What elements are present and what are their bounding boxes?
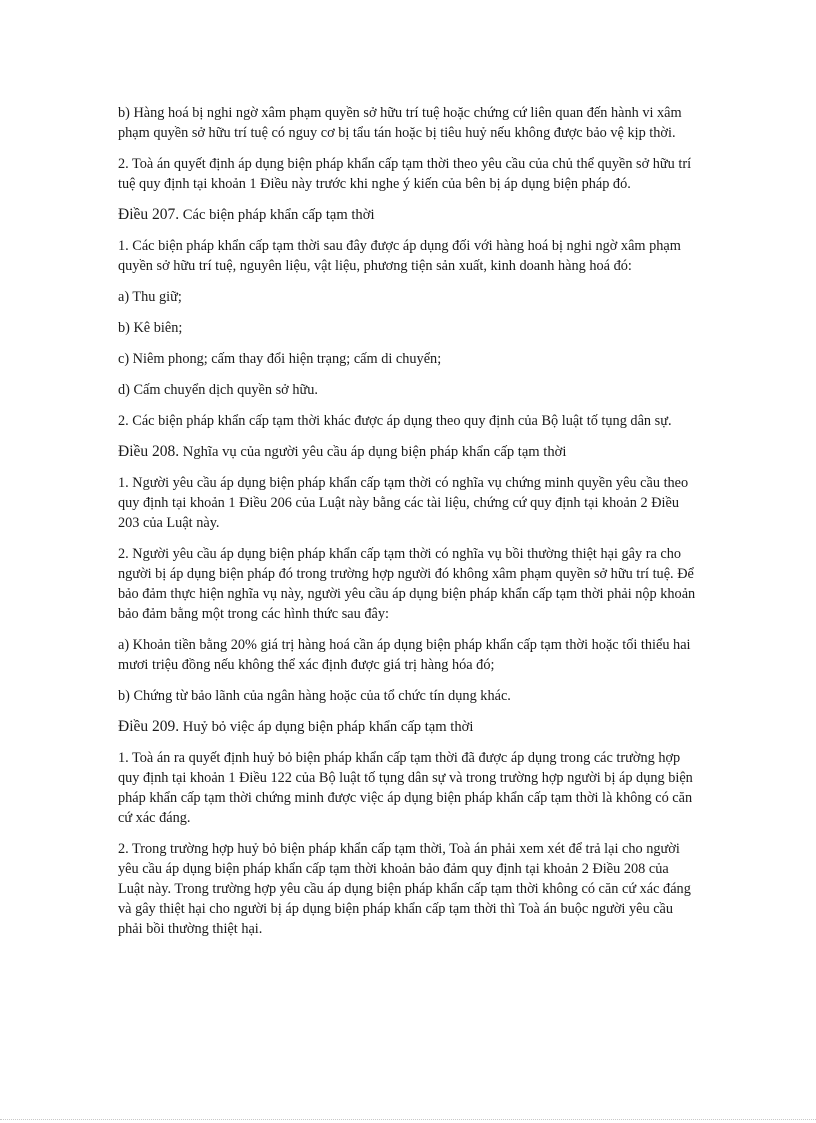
list-item: d) Cấm chuyển dịch quyền sở hữu.: [118, 382, 318, 398]
article-heading-208: [118, 442, 696, 462]
paragraph: 2. Trong trường hợp huỷ bỏ biện pháp khẩn cấp tạm thời, Toà án phải xem xét để trả lại cho người yêu cầu áp dụng biện pháp khẩn cấp tạm thời khoản bảo đảm quy định tại khoản 2 Điều 208 của Luật này. Trong trường hợp yêu cầu áp dụng biện pháp khẩn cấp tạm thời không có căn cứ xác đáng và gây thiệt hại cho người bị áp dụng biện pháp khẩn cấp tạm thời thì Toà án buộc người yêu cầu phải bồi thường thiệt hại.: [118, 841, 691, 937]
article-title: Nghĩa vụ của người yêu cầu áp dụng biện pháp khẩn cấp tạm thời: [182, 444, 567, 460]
paragraph: 2. Người yêu cầu áp dụng biện pháp khẩn cấp tạm thời có nghĩa vụ bồi thường thiệt hại gây ra cho người bị áp dụng biện pháp đó trong trường hợp người đó không xâm phạm quyền sở hữu trí tuệ. Để bảo đảm thực hiện nghĩa vụ này, người yêu cầu áp dụng biện pháp khẩn cấp tạm thời phải nộp khoản bảo đảm bằng một trong các hình thức sau đây:: [118, 546, 696, 622]
list-item: a) Khoản tiền bằng 20% giá trị hàng hoá cần áp dụng biện pháp khẩn cấp tạm thời hoặc tối thiểu hai mươi triệu đồng nếu không thể xác định được giá trị hàng hóa đó;: [118, 637, 691, 673]
paragraph: 2. Các biện pháp khẩn cấp tạm thời khác được áp dụng theo quy định của Bộ luật tố tụng dân sự.: [118, 413, 672, 429]
article-heading-207: [118, 205, 696, 225]
article-number: Điều 208.: [118, 443, 180, 460]
list-item: b) Chứng từ bảo lãnh của ngân hàng hoặc của tổ chức tín dụng khác.: [118, 688, 511, 704]
paragraph: 1. Toà án ra quyết định huỷ bỏ biện pháp khẩn cấp tạm thời đã được áp dụng trong các trường hợp quy định tại khoản 1 Điều 122 của Bộ luật tố tụng dân sự và trong trường hợp người bị áp dụng biện pháp khẩn cấp tạm thời chứng minh được việc áp dụng biện pháp khẩn cấp tạm thời là không có căn cứ xác đáng.: [118, 750, 693, 826]
article-title: Huỷ bỏ việc áp dụng biện pháp khẩn cấp tạm thời: [182, 719, 474, 735]
article-title: Các biện pháp khẩn cấp tạm thời: [182, 207, 375, 223]
paragraph: b) Hàng hoá bị nghi ngờ xâm phạm quyền sở hữu trí tuệ hoặc chứng cứ liên quan đến hành vi xâm phạm quyền sở hữu trí tuệ có nguy cơ bị tẩu tán hoặc bị tiêu huỷ nếu không được bảo vệ kịp thời.: [118, 105, 682, 141]
paragraph: 1. Các biện pháp khẩn cấp tạm thời sau đây được áp dụng đối với hàng hoá bị nghi ngờ xâm phạm quyền sở hữu trí tuệ, nguyên liệu, vật liệu, phương tiện sản xuất, kinh doanh hàng hoá đó:: [118, 238, 681, 274]
list-item: b) Kê biên;: [118, 320, 183, 336]
paragraph: 1. Người yêu cầu áp dụng biện pháp khẩn cấp tạm thời có nghĩa vụ chứng minh quyền yêu cầu theo quy định tại khoản 1 Điều 206 của Luật này bằng các tài liệu, chứng cứ quy định tại khoản 2 Điều 203 của Luật này.: [118, 475, 689, 531]
list-item: a) Thu giữ;: [118, 289, 182, 305]
list-item: c) Niêm phong; cấm thay đổi hiện trạng; cấm di chuyển;: [118, 351, 442, 367]
page-bottom-divider: [0, 1119, 816, 1120]
article-number: Điều 209.: [118, 718, 180, 735]
article-heading-209: [118, 717, 696, 737]
article-number: Điều 207.: [118, 206, 180, 223]
document-page: [118, 103, 696, 950]
paragraph: 2. Toà án quyết định áp dụng biện pháp khẩn cấp tạm thời theo yêu cầu của chủ thể quyền sở hữu trí tuệ quy định tại khoản 1 Điều này trước khi nghe ý kiến của bên bị áp dụng biện pháp đó.: [118, 156, 692, 192]
